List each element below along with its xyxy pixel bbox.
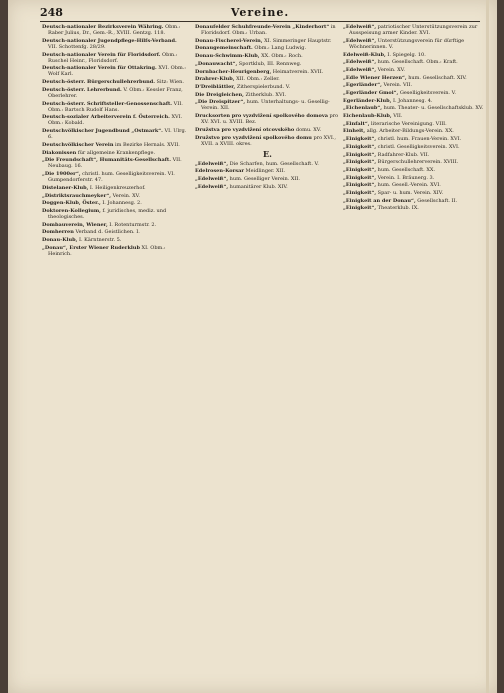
directory-entry <box>343 136 488 142</box>
entry-name: Deutsch-österr. Bürgerschullehrerbund. <box>42 79 155 86</box>
entry-name: „Die Freundschaft“, Humanitäts-Gesellschaft. <box>42 157 171 164</box>
entry-details: VII. Obm.: Bartsch Rudolf Hans. <box>48 100 183 113</box>
entry-details: XI. Simmeringer Hauptstr. <box>262 37 332 44</box>
entry-name: „Egerländer Gmoi“, <box>343 90 399 96</box>
entry-name: Dombauverein, Wiener, <box>42 221 108 228</box>
directory-entry <box>343 121 488 127</box>
directory-entry <box>343 182 488 188</box>
entry-details: I. Johannesg. 2. <box>100 200 142 207</box>
directory-entry <box>343 190 488 196</box>
directory-entry <box>195 92 340 98</box>
directory-entry <box>42 114 187 126</box>
directory-entry <box>42 79 187 85</box>
directory-entry <box>195 161 340 167</box>
directory-entry <box>42 157 187 169</box>
directory-entry <box>42 237 187 243</box>
entry-name: „Edelweiß“, <box>343 66 377 73</box>
entry-name: Deutsch-nationaler Jugendpflege-Hilfs-Verband. <box>42 37 177 44</box>
entry-details: christl. hum. Frauen-Verein. XVI. <box>376 136 462 143</box>
entry-name: „Egerländer“, <box>343 82 382 89</box>
directory-entry <box>343 105 488 111</box>
entry-details: Spar- u. hum. Verein. XIV. <box>376 189 444 196</box>
directory-entry <box>343 38 488 50</box>
column-middle <box>195 24 340 686</box>
entry-details: XI. Obm.: Heinrich. <box>48 244 166 257</box>
directory-entry <box>42 171 187 183</box>
entry-details: XII. Obm.: Zeller. <box>234 76 280 83</box>
entry-details: XVI. Obm.: Wolf Karl. <box>48 65 186 78</box>
directory-entry <box>42 150 187 156</box>
directory-entry <box>42 222 187 228</box>
page-header <box>40 6 480 20</box>
entry-details: Obm.: Raber Julius, Dr., Gem.-R., XVIII. Gentzg. 118. <box>48 24 181 37</box>
entry-details: Bürgerschullehrerverein. XVIII. <box>376 159 459 166</box>
entry-name: Deutschvölkischer Verein <box>42 141 114 148</box>
directory-entry <box>343 144 488 150</box>
entry-name: „Einigkeit“, <box>343 182 377 189</box>
directory-entry <box>42 87 187 99</box>
directory-entry <box>195 127 340 133</box>
entry-details: in Floridsdorf. Obm.: Urban. <box>201 24 336 37</box>
entry-name: „Einigkeit“, <box>343 205 377 212</box>
entry-details: Verein. VII. <box>381 82 413 89</box>
directory-entry <box>42 24 187 36</box>
entry-details: I. Spiegelg. 10. <box>385 51 426 58</box>
entry-name: Die Dreigleichen, <box>195 91 244 98</box>
entry-name: Deutsch-nationaler Verein für Ottakring. <box>42 65 157 72</box>
entry-name: Deutsch-sozialer Arbeiterverein f. Österreich. <box>42 114 170 121</box>
entry-details: Unterstützungsverein für dürftige Wöchnerinnen. V. <box>349 37 465 50</box>
entry-details: hum. Gesellschaft. Obm.: Kraft. <box>376 59 458 66</box>
entry-details: im Bezirke Hernals. XVII. <box>113 141 180 148</box>
directory-entry <box>343 113 488 119</box>
entry-name: Deutsch-österr. Schriftsteller-Genossenschaft. <box>42 100 173 107</box>
entry-details: hum. Unterhaltungs- u. Gesellig-Verein. XII. <box>201 99 330 112</box>
entry-details: literarische Vereinigung. VIII. <box>369 120 447 127</box>
directory-entry <box>42 208 187 220</box>
entry-details: christl. Geselligkeitsverein. XVI. <box>376 143 460 150</box>
entry-details: Obm.: Lang Ludwig. <box>252 45 307 52</box>
directory-entry <box>42 193 187 199</box>
entry-name: „Einigkeit“, <box>343 189 377 196</box>
directory-entry <box>343 52 488 58</box>
entry-details: pro XVI., XVII. a XVIII. okres. <box>201 134 337 147</box>
directory-entry <box>42 229 187 235</box>
directory-entry <box>343 24 488 36</box>
entry-details: I. Johannesg. 4. <box>391 97 433 104</box>
directory-entry <box>343 98 488 104</box>
entry-name: Drucksorten pro vyzdvižení spolkového domova <box>195 113 328 120</box>
entry-name: „Einigkeit“, <box>343 166 377 173</box>
column-right <box>343 24 488 686</box>
page-number: 248 <box>40 6 63 19</box>
entry-details: VII. Neubaug. 16. <box>48 157 182 170</box>
entry-details: Verband d. Geistlichen. I. <box>73 229 140 236</box>
directory-entry <box>343 152 488 158</box>
entry-details: Die Scharfen, hum. Gesellschaft. V. <box>228 160 319 167</box>
directory-entry <box>42 128 187 140</box>
entry-name: Doktoren-Kollegium, <box>42 207 101 214</box>
entry-details: pro XV. XVI. u. XVIII. Bez. <box>201 113 339 126</box>
entry-details: Gesellschaft. II. <box>415 197 458 204</box>
entry-name: „Einigkeit“, <box>343 151 377 158</box>
entry-name: Dornbacher-Heurigenberg, <box>195 68 272 75</box>
entry-name: „Eichenlaub“, <box>343 105 382 112</box>
entry-details: Verein. I. Bräunerg. 3. <box>376 174 435 181</box>
entry-details: Verein. XV. <box>376 66 406 73</box>
entry-details: VII. Schottenfg. 28/29. <box>48 43 106 50</box>
entry-name: „Edle Wiener Herzen“, <box>343 74 407 81</box>
entry-details: XX. Obm.: Roch. <box>259 53 303 60</box>
entry-name: Družstvo pro vyzdvižení spolkového domu <box>195 134 312 141</box>
column-left <box>42 24 187 686</box>
directory-entry <box>195 176 340 182</box>
entry-name: Donau-Schwimm-Klub, <box>195 53 260 60</box>
entry-name: Družstva pro vyzdvižení otcovského <box>195 126 295 133</box>
entry-details: VII. <box>391 113 403 120</box>
entry-name: „Einigkeit an der Donau“, <box>343 197 416 204</box>
directory-entry <box>42 101 187 113</box>
directory-entry <box>195 113 340 125</box>
entry-name: Egerländer-Klub, <box>343 97 392 104</box>
entry-details: Verein. XV. <box>111 192 140 199</box>
entry-name: „Einfalt“, <box>343 120 370 127</box>
entry-name: „Edelweiß“, <box>195 183 229 190</box>
directory-entry <box>195 168 340 174</box>
entry-details: VI. Ulrg. 6. <box>48 128 187 141</box>
entry-details: humanitärer Klub. XIV. <box>228 183 288 190</box>
entry-name: Domherren <box>42 229 74 236</box>
entry-name: Diakonissen <box>42 149 77 156</box>
entry-name: „Einigkeit“, <box>343 136 377 143</box>
entry-name: Deutsch-österr. Lehrerbund. <box>42 86 122 93</box>
entry-details: hum. Theater- u. Gesellschaftsklub. XV. <box>381 105 484 112</box>
directory-entry <box>42 142 187 148</box>
entry-name: Eichenlaub-Klub, <box>343 113 392 120</box>
directory-entry <box>195 61 340 67</box>
entry-details: hum. Gesellschaft. XIV. <box>406 74 467 81</box>
directory-entry <box>195 45 340 51</box>
directory-entry <box>195 24 340 36</box>
entry-name: Deutsch-nationaler Bezirksverein Währing. <box>42 24 164 30</box>
entry-details: Sitz: Wien. <box>154 79 184 86</box>
entry-name: „Distriktsrauchmeyker“, <box>42 192 112 199</box>
entry-name: Doggen-Klub, Öster., <box>42 200 101 207</box>
entry-details: allg. Arbeiter-Bildungs-Verein. XX. <box>365 128 454 135</box>
entry-name: Edelweiß-Klub, <box>343 51 386 58</box>
directory-entry <box>343 59 488 65</box>
directory-entry <box>195 84 340 90</box>
directory-entry <box>343 205 488 211</box>
entry-name: „Edelweiß“, <box>343 24 377 30</box>
directory-entry <box>343 159 488 165</box>
entry-details: patriotischer Unterstützungsverein zur Ausspeisung armer Kinder. XVI. <box>349 24 478 37</box>
directory-entry <box>195 135 340 147</box>
entry-name: „Edelweiß“, <box>195 176 229 183</box>
entry-details: hum. Gesellschaft. XX. <box>376 166 436 173</box>
page-edge <box>486 0 489 693</box>
directory-entry <box>42 38 187 50</box>
entry-name: „Die Dreispitzer“, <box>195 99 246 106</box>
entry-name: Donau-Fischerei-Verein, <box>195 37 263 44</box>
entry-details: Zitherspielerbund. V. <box>235 83 291 90</box>
directory-entry <box>343 175 488 181</box>
entry-name: „Einigkeit“, <box>343 174 377 181</box>
book-page <box>8 0 497 693</box>
entry-details: Heimatverein. XVII. <box>271 68 324 75</box>
directory-entry <box>195 69 340 75</box>
directory-entry <box>195 53 340 59</box>
entry-details: hum. Gesell.-Verein. XVI. <box>376 182 441 189</box>
entry-details: Obm.: Ruschel Heinr., Floridsdorf. <box>48 51 178 64</box>
header-rule <box>40 21 480 22</box>
entry-name: Drahrer-Klub, <box>195 76 235 83</box>
directory-entry <box>42 65 187 77</box>
entry-details: christl. hum. Geselligkeitsverein. VI. Gumpendorferstr. 47. <box>48 171 175 184</box>
entry-details: V. Obm.: Kessler Franz, Oberlehrer. <box>48 86 183 99</box>
entry-name: „Edelweiß“, <box>343 59 377 66</box>
entry-name: „Donau“, Erster Wiener Ruderklub <box>42 244 140 251</box>
directory-entry <box>195 99 340 111</box>
entry-name: Distelaner-Klub, <box>42 184 89 191</box>
entry-name: „Einigkeit“, <box>343 159 377 166</box>
directory-entry <box>195 76 340 82</box>
entry-details: Theaterklub. IX. <box>376 205 419 212</box>
directory-entry <box>343 90 488 96</box>
directory-entry <box>42 245 187 257</box>
directory-entry <box>343 67 488 73</box>
entry-name: D'Dreiblättler, <box>195 83 236 90</box>
entry-name: „Die 1900er“, <box>42 171 81 178</box>
directory-entry <box>42 185 187 191</box>
directory-entry <box>195 38 340 44</box>
entry-details: Geselligkeitsverein. V. <box>398 90 456 96</box>
entry-details: XVI. Obm.: Kobald. <box>48 114 183 127</box>
entry-name: „Edelweiß“, <box>343 37 377 44</box>
entry-name: „Edelweiß“, <box>195 160 229 167</box>
directory-entry <box>343 128 488 134</box>
entry-details: I. Kärntnerstr. 5. <box>77 237 122 244</box>
directory-entry <box>343 198 488 204</box>
entry-name: Edelrosen-Korsar <box>195 168 244 175</box>
entry-name: Deutsch-nationaler Verein für Floridsdorf. <box>42 51 161 58</box>
entry-details: hum. Geselliger Verein. XII. <box>228 176 300 183</box>
entry-details: domu. XV. <box>294 126 322 133</box>
entry-name: Deutschvölkischer Jugendbund „Ostmark“. <box>42 128 163 135</box>
section-letter: E. <box>263 148 272 159</box>
directory-entry <box>195 184 340 190</box>
entry-name: „Donauwacht“, <box>195 60 238 67</box>
directory-entry <box>42 52 187 64</box>
entry-details: Radfahrer-Klub. VII. <box>376 151 430 158</box>
entry-name: „Einigkeit“, <box>343 143 377 150</box>
entry-name: Donaugemeinschaft. <box>195 45 253 52</box>
entry-details: Meidlinger. XII. <box>243 168 286 175</box>
entry-details: f. juridisches, mediz. und theologisches. <box>48 207 167 221</box>
entry-details: I. Heiligenkreuzerhof. <box>88 184 146 191</box>
directory-entry <box>343 167 488 173</box>
entry-details: Sportklub, III. Rennweg. <box>237 60 302 67</box>
directory-entry <box>343 75 488 81</box>
directory-entry <box>42 200 187 206</box>
entry-name: Donau-Klub, <box>42 237 78 244</box>
directory-entry <box>343 82 488 88</box>
page-title: Vereine. <box>230 6 290 19</box>
entry-details: Zitherklub. XVI. <box>243 91 287 98</box>
entry-details: für allgemeine Krankenpflege. <box>76 149 156 156</box>
entry-details: I. Rotenturmstr. 2. <box>107 221 157 228</box>
entry-name: Donaufelder Schuhfreunde-Verein „Kinderhort“ <box>195 24 330 30</box>
entry-name: Einheit, <box>343 128 366 135</box>
